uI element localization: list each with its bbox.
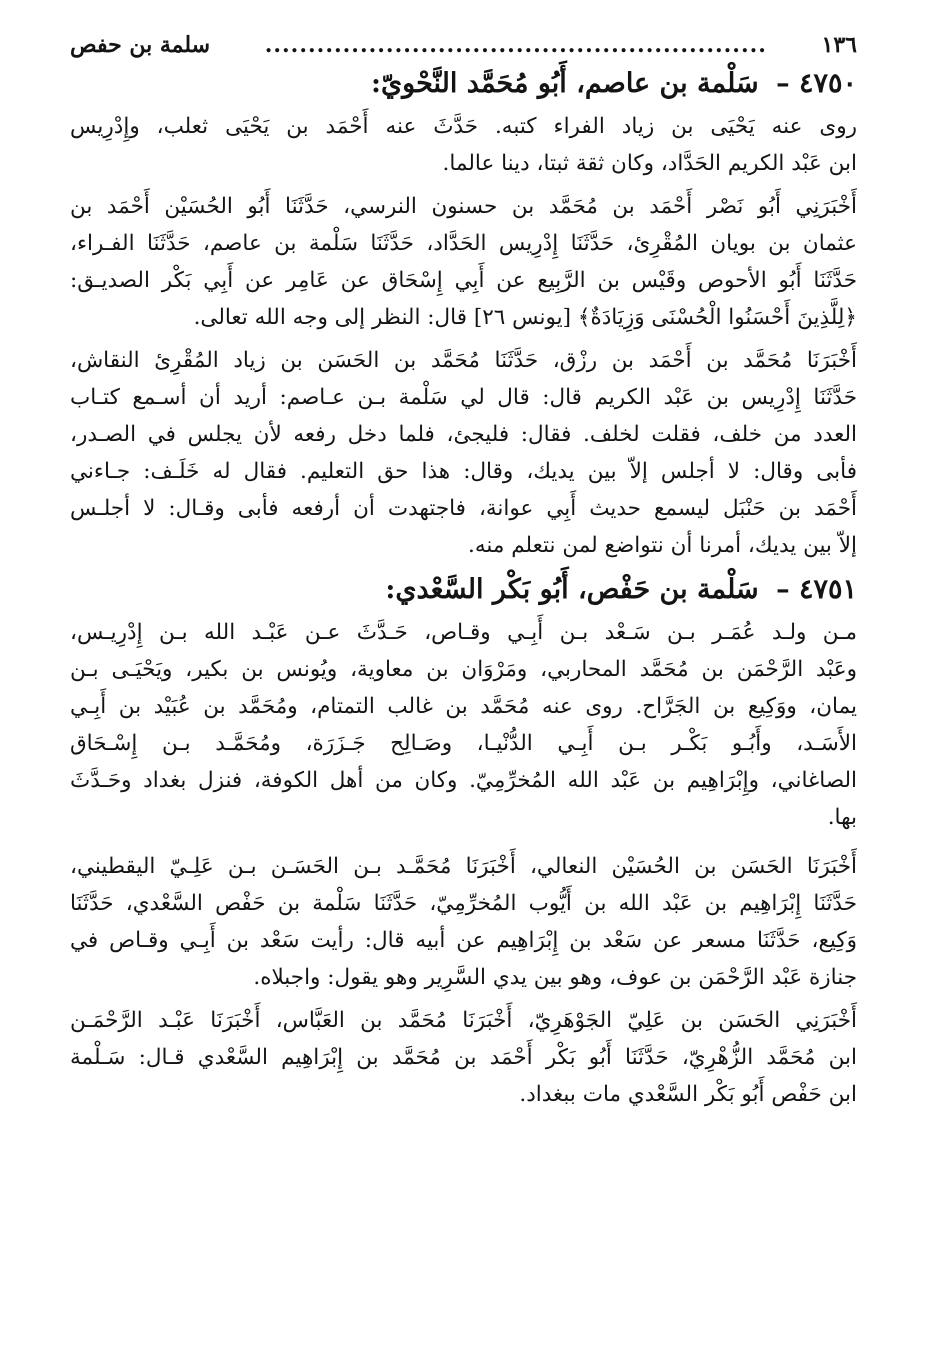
- text-line: فأبى وقال: لا أجلس إلاّ بين يديك، وقال: هذا حق التعليم. فقال له خَلَـف: جـاءني: [70, 459, 857, 484]
- text-line: أَخْبَرَنَا الحَسَن بن الحُسَيْن النعالي، أَخْبَرَنَا مُحَمَّـد بـن الحَسَـن بـن عَلِـيّ اليقطيني،: [70, 854, 857, 879]
- entry-heading: [70, 570, 857, 610]
- text-line: حَدَّثَنَا إِبْرَاهِيم بن عَبْد الله بن أَيُّوب المُخرِّمِيّ، حَدَّثَنَا سَلْمة بن حَفْص السَّعْدي، حَدَّثَنَا: [70, 891, 857, 916]
- text-line: الأَسَـد، وأَبُـو بَكْـر بـن أَبِـي الدُّنْيـا، وصَـالِح جَـزَرَة، ومُحَمَّـد بـن إِسْـحَاق: [70, 731, 857, 756]
- text-line: يمان، ووَكِيع بن الجَرَّاح. روى عنه مُحَمَّد بن غالب التمتام، ومُحَمَّد بن عُبَيْد بن أَبِـي: [70, 694, 857, 719]
- text-line: عثمان بن بويان المُقْرِئ، حَدَّثَنَا إِدْرِيس الحَدَّاد، حَدَّثَنَا سَلْمة بن عاصم، حَدَّثَنَا الفـراء،: [70, 231, 857, 256]
- text-line: إلاّ بين يديك، أمرنا أن نتواضع لمن نتعلم منه.: [468, 533, 857, 558]
- text-line: العدد من خلف، فقلت لخلف. فقال: فليجئ، فلما دخل رفعه لأن يجلس في الصـدر،: [70, 422, 857, 447]
- entry-title: سَلْمة بن عاصم، أَبُو مُحَمَّد النَّحْويّ:: [371, 68, 759, 99]
- running-header: [70, 28, 857, 62]
- text-line: أَخْبَرَنِي الحَسَن بن عَلِيّ الجَوْهَرِيّ، أَخْبَرَنَا مُحَمَّد بن العَبَّاس، أَخْبَرَنَا عَبْـد الرَّحْمَـن: [70, 1008, 857, 1033]
- text-line: ﴿لِلَّذِينَ أَحْسَنُوا الْحُسْنَى وَزِيَادَةٌ﴾ [يونس ٢٦] قال: النظر إلى وجه الله تعالى.: [193, 305, 857, 330]
- paragraph: [70, 614, 857, 836]
- text-line: حَدَّثَنَا أَبُو الأحوص وقَيْس بن الرَّبِيع عن أَبِي إِسْحَاق عن عَامِر عن أَبِي بَكْر الصديـق:: [70, 268, 857, 293]
- entry-title: سَلْمة بن حَفْص، أَبُو بَكْر السَّعْدي:: [385, 574, 759, 605]
- text-line: ابن عَبْد الكريم الحَدَّاد، وكان ثقة ثبتا، دينا عالما.: [442, 151, 857, 176]
- entry-heading: [70, 64, 857, 104]
- book-page: [70, 28, 857, 1119]
- text-line: الصاغاني، وإِبْرَاهِيم بن عَبْد الله المُخرِّمِيّ. وكان من أهل الكوفة، فنزل بغداد وحَـدَّثَ: [70, 768, 857, 793]
- running-title: سلمة بن حفص: [70, 32, 211, 58]
- paragraph: [70, 848, 857, 996]
- entry-number: ٤٧٥١ –: [776, 574, 857, 605]
- text-line: روى عنه يَحْيَى بن زياد الفراء كتبه. حَدَّثَ عنه أَحْمَد بن يَحْيَى ثعلب، وإِدْرِيس: [70, 114, 857, 139]
- text-line: أَخْبَرَنِي أَبُو نَصْر أَحْمَد بن مُحَمَّد بن حسنون النرسي، حَدَّثَنَا أَبُو الحُسَيْن أَحْمَد بن: [70, 194, 857, 219]
- paragraph: [70, 188, 857, 336]
- text-line: جنازة عَبْد الرَّحْمَن بن عوف، وهو بين يدي السَّرِير وهو يقول: واجبلاه.: [253, 965, 857, 990]
- text-line: أَحْمَد بن حَنْبَل ليسمع حديث أَبِي عوانة، فاجتهدت أن أرفعه فأبى وقـال: لا أجلـس: [70, 496, 857, 521]
- page-number: ١٣٦: [821, 32, 857, 58]
- text-line: وعَبْد الرَّحْمَن بن مُحَمَّد المحاربي، ومَرْوَان بن معاوية، ويُونس بن بكير، ويَحْيَـى بـن: [70, 657, 857, 682]
- text-line: حَدَّثَنَا إِدْرِيس بن عَبْد الكريم قال: قال لي سَلْمة بـن عـاصم: أريد أن أسـمع كتـاب: [70, 385, 857, 410]
- paragraph: [70, 1002, 857, 1113]
- entry-number: ٤٧٥٠ –: [776, 68, 857, 99]
- paragraph: [70, 342, 857, 564]
- header-dots: ..........................................................: [264, 32, 767, 58]
- text-line: بها.: [827, 805, 857, 830]
- paragraph: [70, 108, 857, 182]
- text-line: وَكِيع، حَدَّثَنَا مسعر عن سَعْد بن إِبْرَاهِيم عن أبيه قال: رأيت سَعْد بن أَبِـي وقـاص في: [70, 928, 857, 953]
- text-line: ابن مُحَمَّد الزُّهْرِيّ، حَدَّثَنَا أَبُو بَكْر أَحْمَد بن مُحَمَّد بن إِبْرَاهِيم السَّعْدي قـال: سَـلْمة: [70, 1045, 857, 1070]
- text-line: أَخْبَرَنَا مُحَمَّد بن أَحْمَد بن رزْق، حَدَّثَنَا مُحَمَّد بن الحَسَن بن زياد المُقْرِئ النقاش،: [70, 348, 857, 373]
- text-line: مـن ولـد عُمَـر بـن سَـعْد بـن أَبِـي وقـاص، حَـدَّثَ عـن عَبْـد الله بـن إِدْرِيـس،: [70, 620, 857, 645]
- text-line: ابن حَفْص أَبُو بَكْر السَّعْدي مات ببغداد.: [519, 1082, 857, 1107]
